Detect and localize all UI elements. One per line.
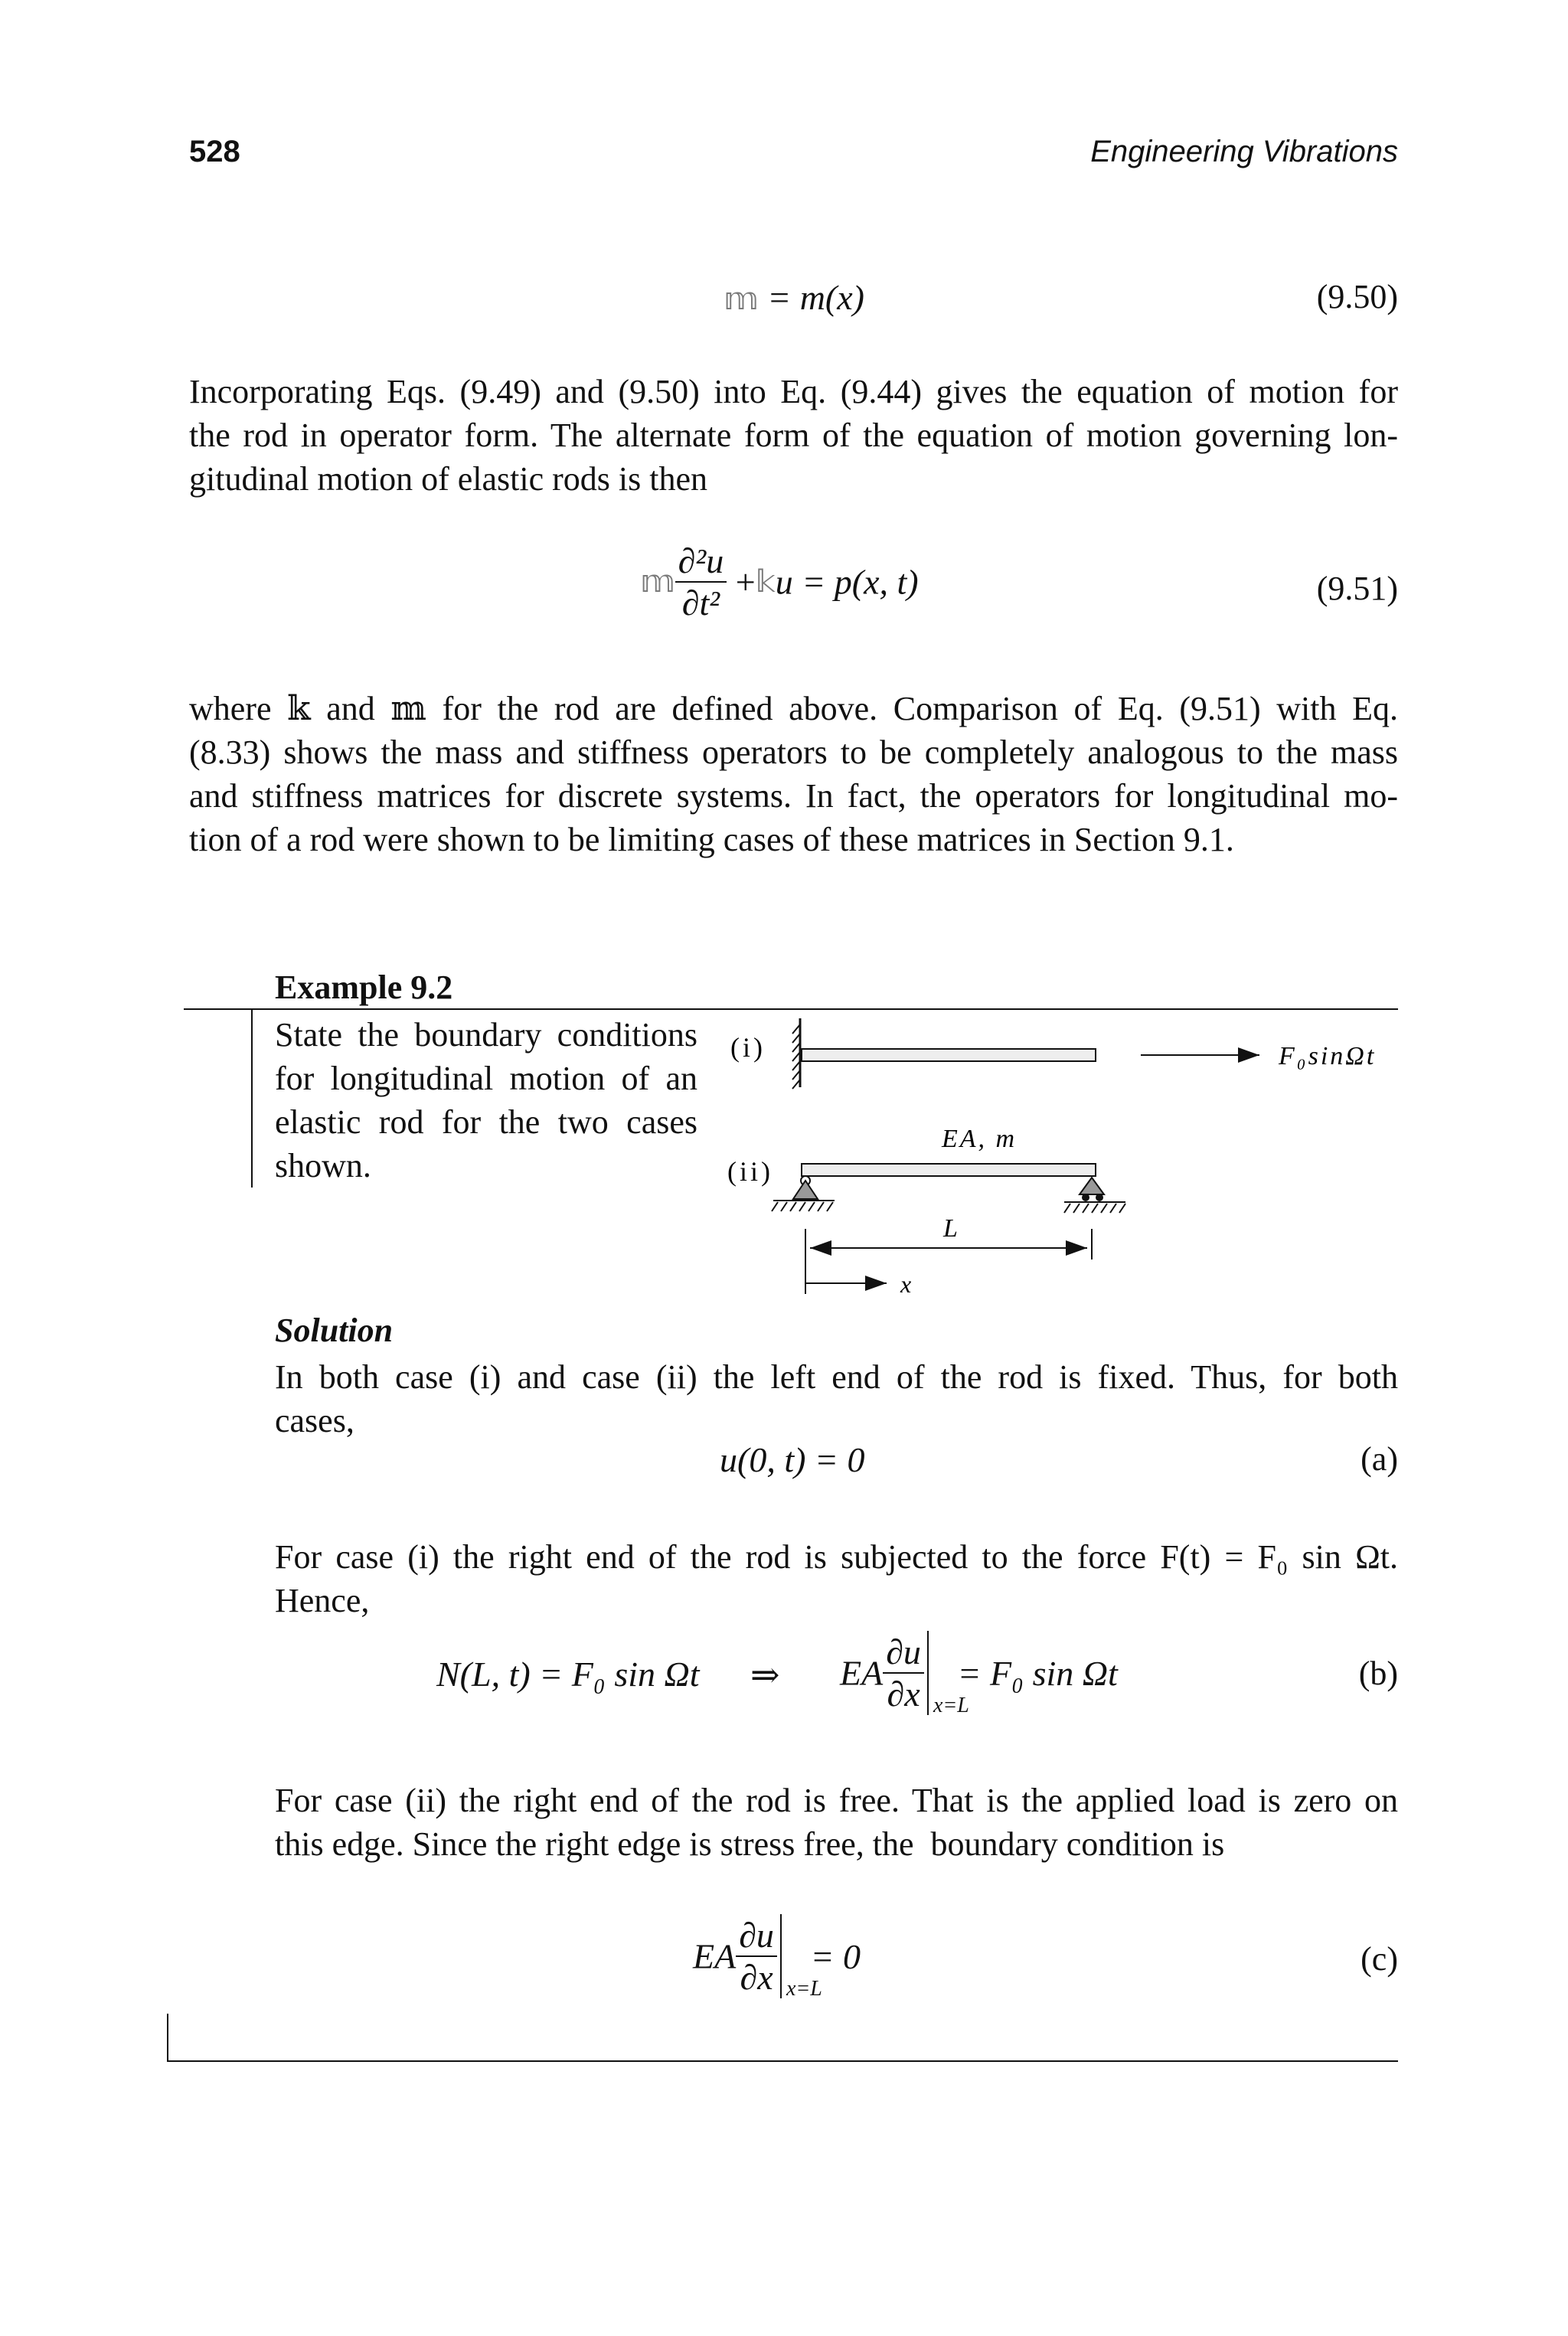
example-bottom-rule	[167, 2060, 1398, 2062]
rod-case-i	[802, 1049, 1096, 1061]
equation-a: u(0, t) = 0	[720, 1440, 865, 1479]
page-number: 528	[189, 135, 240, 168]
force-label: F₀sinΩt	[1279, 1042, 1377, 1070]
equation-number-9-51: (9.51)	[1316, 570, 1398, 607]
paragraph-2: where 𝕜 and 𝕞 for the rod are defined above. Comparison of Eq. (9.51) with Eq. (8.33) shows the mass and stiffness operators to be completely analogous to the mass and stiffness matrices for discrete systems. In fact, the operators for longitudinal mo- tion of a rod were shown to be limiting cases of these matrices in Section 9.1.	[189, 690, 1398, 858]
solution-title: Solution	[275, 1312, 394, 1349]
equation-tag-c: (c)	[1361, 1940, 1398, 1978]
case-i-label: (i)	[730, 1032, 766, 1063]
roller-support	[1064, 1178, 1125, 1213]
solution-paragraph-2: For case (i) the right end of the rod is subjected to the force F(t) = F₀ sin Ωt. Hence,	[275, 1538, 1398, 1619]
pin-support	[772, 1176, 835, 1211]
x-axis-label: x	[900, 1270, 912, 1298]
case-ii-label: (ii)	[727, 1156, 773, 1187]
equation-c: EA $\frac{\partial u}{\partial x}$ x=L = 0	[693, 1916, 861, 2001]
example-bottom-left-rule	[167, 2014, 168, 2061]
equation-b-rhs: EA $\frac{\partial u}{\partial x}$ x=L = F₀ sin Ωt	[840, 1632, 1118, 1717]
example-title: Example 9.2	[275, 969, 453, 1006]
paragraph-1: Incorporating Eqs. (9.49) and (9.50) into Eq. (9.44) gives the equation of motion for the rod in operator form. The alternate form of the equation of motion governing lon- gitudinal motion of elastic rods is then	[189, 373, 1398, 498]
rod-case-ii	[802, 1164, 1096, 1176]
equation-tag-b: (b)	[1358, 1655, 1398, 1692]
rod-figure	[720, 1003, 1409, 1309]
rod-properties: EA, m	[942, 1125, 1018, 1153]
fixed-wall	[792, 1018, 800, 1089]
equation-tag-a: (a)	[1361, 1440, 1398, 1478]
equation-number-9-50: (9.50)	[1316, 278, 1398, 315]
implies-symbol: ⇒	[750, 1655, 780, 1694]
equation-9-51: 𝕞 $\frac{\text{∂²u}}{\text{∂t²}}$ +𝕜u = p(x, t)	[640, 541, 919, 622]
running-head: Engineering Vibrations	[1090, 135, 1398, 168]
length-label: L	[943, 1214, 958, 1243]
example-statement: State the boundary conditions for longitudinal motion of an elastic rod for the two cases shown.	[275, 1016, 697, 1184]
solution-paragraph-3: For case (ii) the right end of the rod is free. That is the applied load is zero on this edge. Since the right edge is stress free, the boundary condition is	[275, 1782, 1398, 1863]
solution-paragraph-1: In both case (i) and case (ii) the left end of the rod is fixed. Thus, for both cases,	[275, 1358, 1398, 1439]
example-side-rule	[251, 1010, 253, 1188]
equation-9-50: 𝕞 = m(x)	[724, 278, 864, 317]
equation-b-lhs: N(L, t) = F₀ sin Ωt	[436, 1655, 700, 1694]
